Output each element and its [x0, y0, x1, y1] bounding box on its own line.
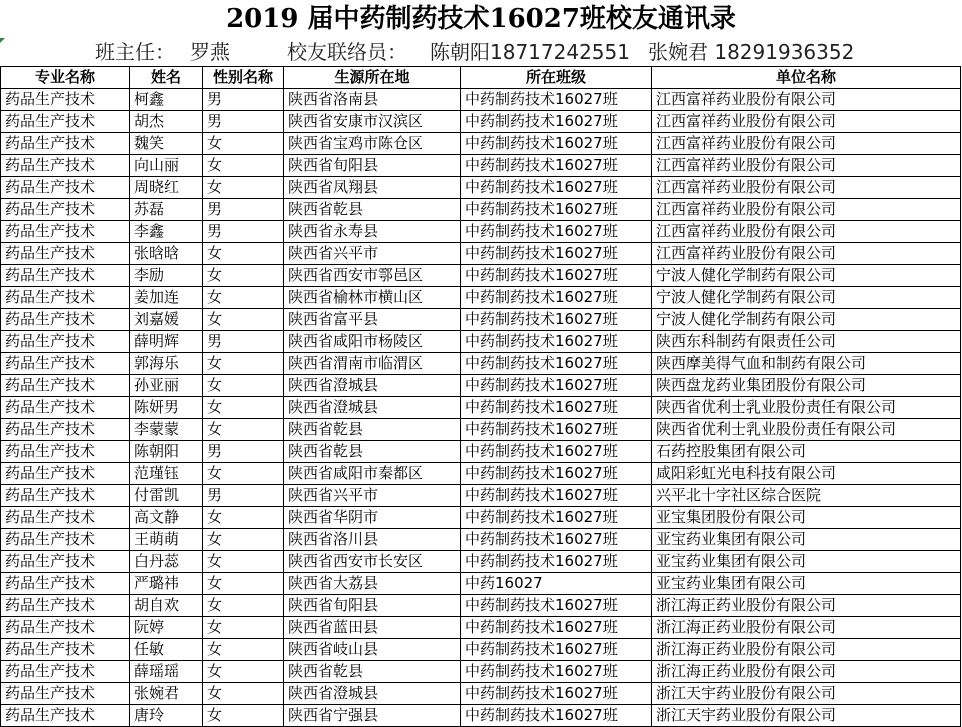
table-row — [1, 441, 961, 463]
cell-class[interactable]: 中药16027 — [461, 573, 652, 595]
cell-employer[interactable]: 浙江海正药业股份有限公司 — [652, 661, 961, 683]
cell-major[interactable]: 药品生产技术 — [1, 683, 130, 705]
cell-name[interactable]: 任敏 — [130, 639, 203, 661]
table-row — [1, 353, 961, 375]
cell-origin[interactable]: 陕西省澄城县 — [284, 683, 461, 705]
cell-employer[interactable]: 浙江海正药业股份有限公司 — [652, 639, 961, 661]
cell-class[interactable]: 中药制药技术16027班 — [461, 441, 652, 463]
table-row — [1, 507, 961, 529]
table-row — [1, 639, 961, 661]
cell-name[interactable]: 李励 — [130, 265, 203, 287]
table-row — [1, 529, 961, 551]
cell-gender[interactable]: 男 — [203, 485, 284, 507]
cell-major[interactable]: 药品生产技术 — [1, 661, 130, 683]
cell-origin[interactable]: 陕西省乾县 — [284, 199, 461, 221]
cell-major[interactable]: 药品生产技术 — [1, 441, 130, 463]
head-teacher-name: 罗燕 — [190, 40, 230, 64]
alumni-table — [0, 66, 961, 727]
cell-origin[interactable]: 陕西省乾县 — [284, 661, 461, 683]
cell-class[interactable]: 中药制药技术16027班 — [461, 463, 652, 485]
table-row — [1, 111, 961, 133]
cell-major[interactable]: 药品生产技术 — [1, 419, 130, 441]
cell-employer[interactable]: 宁波人健化学制药有限公司 — [652, 265, 961, 287]
cell-name[interactable]: 张婉君 — [130, 683, 203, 705]
cell-gender[interactable]: 女 — [203, 243, 284, 265]
table-row — [1, 199, 961, 221]
cell-class[interactable]: 中药制药技术16027班 — [461, 265, 652, 287]
cell-class[interactable]: 中药制药技术16027班 — [461, 287, 652, 309]
cell-employer[interactable]: 亚宝药业集团有限公司 — [652, 529, 961, 551]
cell-origin[interactable]: 陕西省咸阳市秦都区 — [284, 463, 461, 485]
cell-class[interactable]: 中药制药技术16027班 — [461, 485, 652, 507]
cell-employer[interactable]: 江西富祥药业股份有限公司 — [652, 221, 961, 243]
cell-employer[interactable]: 江西富祥药业股份有限公司 — [652, 199, 961, 221]
cell-gender[interactable]: 女 — [203, 463, 284, 485]
cell-origin[interactable]: 陕西省咸阳市杨陵区 — [284, 331, 461, 353]
cell-gender[interactable]: 女 — [203, 419, 284, 441]
cell-employer[interactable]: 咸阳彩虹光电科技有限公司 — [652, 463, 961, 485]
cell-gender[interactable]: 女 — [203, 155, 284, 177]
cell-employer[interactable]: 亚宝集团股份有限公司 — [652, 507, 961, 529]
table-row — [1, 155, 961, 177]
cell-name[interactable]: 陈朝阳 — [130, 441, 203, 463]
cell-origin[interactable]: 陕西省渭南市临渭区 — [284, 353, 461, 375]
cell-origin[interactable]: 陕西省澄城县 — [284, 397, 461, 419]
cell-gender[interactable]: 女 — [203, 265, 284, 287]
cell-employer[interactable]: 亚宝药业集团有限公司 — [652, 551, 961, 573]
cell-gender[interactable]: 女 — [203, 177, 284, 199]
cell-gender[interactable]: 男 — [203, 111, 284, 133]
column-header-employer[interactable]: 单位名称 — [652, 67, 961, 89]
cell-origin[interactable]: 陕西省旬阳县 — [284, 155, 461, 177]
column-header-major[interactable]: 专业名称 — [1, 67, 130, 89]
cell-origin[interactable]: 陕西省富平县 — [284, 309, 461, 331]
cell-gender[interactable]: 女 — [203, 375, 284, 397]
cell-major[interactable]: 药品生产技术 — [1, 133, 130, 155]
cell-major[interactable]: 药品生产技术 — [1, 287, 130, 309]
cell-class[interactable]: 中药制药技术16027班 — [461, 133, 652, 155]
liaison-2: 张婉君 18291936352 — [648, 40, 855, 64]
cell-origin[interactable]: 陕西省旬阳县 — [284, 595, 461, 617]
cell-origin[interactable]: 陕西省宁强县 — [284, 705, 461, 727]
table-body — [1, 89, 961, 727]
cell-name[interactable]: 阮婷 — [130, 617, 203, 639]
cell-name[interactable]: 魏笑 — [130, 133, 203, 155]
cell-name[interactable]: 陈妍男 — [130, 397, 203, 419]
head-teacher-label: 班主任： — [95, 40, 175, 64]
cell-origin[interactable]: 陕西省西安市长安区 — [284, 551, 461, 573]
cell-origin[interactable]: 陕西省华阴市 — [284, 507, 461, 529]
cell-name[interactable]: 唐玲 — [130, 705, 203, 727]
cell-major[interactable]: 药品生产技术 — [1, 199, 130, 221]
cell-gender[interactable]: 女 — [203, 683, 284, 705]
table-row — [1, 705, 961, 727]
cell-major[interactable]: 药品生产技术 — [1, 595, 130, 617]
cell-origin[interactable]: 陕西省兴平市 — [284, 485, 461, 507]
cell-gender[interactable]: 女 — [203, 661, 284, 683]
cell-class[interactable]: 中药制药技术16027班 — [461, 529, 652, 551]
cell-class[interactable]: 中药制药技术16027班 — [461, 331, 652, 353]
cell-name[interactable]: 郭海乐 — [130, 353, 203, 375]
cell-class[interactable]: 中药制药技术16027班 — [461, 617, 652, 639]
cell-name[interactable]: 苏磊 — [130, 199, 203, 221]
cell-name[interactable]: 刘嘉媛 — [130, 309, 203, 331]
cell-employer[interactable]: 浙江海正药业股份有限公司 — [652, 595, 961, 617]
cell-name[interactable]: 柯鑫 — [130, 89, 203, 111]
cell-origin[interactable]: 陕西省安康市汉滨区 — [284, 111, 461, 133]
column-header-class[interactable]: 所在班级 — [461, 67, 652, 89]
cell-class[interactable]: 中药制药技术16027班 — [461, 419, 652, 441]
cell-class[interactable]: 中药制药技术16027班 — [461, 661, 652, 683]
cell-name[interactable]: 胡杰 — [130, 111, 203, 133]
column-header-name[interactable]: 姓名 — [130, 67, 203, 89]
cell-employer[interactable]: 浙江天宇药业股份有限公司 — [652, 683, 961, 705]
cell-class[interactable]: 中药制药技术16027班 — [461, 639, 652, 661]
cell-class[interactable]: 中药制药技术16027班 — [461, 507, 652, 529]
cell-gender[interactable]: 女 — [203, 309, 284, 331]
table-row — [1, 683, 961, 705]
cell-employer[interactable]: 江西富祥药业股份有限公司 — [652, 243, 961, 265]
table-row — [1, 397, 961, 419]
cell-major[interactable]: 药品生产技术 — [1, 397, 130, 419]
cell-major[interactable]: 药品生产技术 — [1, 573, 130, 595]
cell-class[interactable]: 中药制药技术16027班 — [461, 243, 652, 265]
table-row — [1, 463, 961, 485]
cell-major[interactable]: 药品生产技术 — [1, 221, 130, 243]
cell-major[interactable]: 药品生产技术 — [1, 617, 130, 639]
cell-major[interactable]: 药品生产技术 — [1, 639, 130, 661]
cell-origin[interactable]: 陕西省洛南县 — [284, 89, 461, 111]
table-row — [1, 661, 961, 683]
cell-major[interactable]: 药品生产技术 — [1, 331, 130, 353]
cell-gender[interactable]: 女 — [203, 133, 284, 155]
cell-name[interactable]: 李蒙蒙 — [130, 419, 203, 441]
cell-class[interactable]: 中药制药技术16027班 — [461, 353, 652, 375]
cell-employer[interactable]: 江西富祥药业股份有限公司 — [652, 155, 961, 177]
cell-origin[interactable]: 陕西省榆林市横山区 — [284, 287, 461, 309]
table-row — [1, 485, 961, 507]
cell-employer[interactable]: 陕西盘龙药业集团股份有限公司 — [652, 375, 961, 397]
contact-line — [0, 38, 962, 66]
table-row — [1, 265, 961, 287]
cell-class[interactable]: 中药制药技术16027班 — [461, 683, 652, 705]
cell-employer[interactable]: 江西富祥药业股份有限公司 — [652, 111, 961, 133]
cell-employer[interactable]: 亚宝药业集团有限公司 — [652, 573, 961, 595]
cell-employer[interactable]: 陕西东科制药有限责任公司 — [652, 331, 961, 353]
cell-major[interactable]: 药品生产技术 — [1, 243, 130, 265]
cell-origin[interactable]: 陕西省乾县 — [284, 441, 461, 463]
column-header-origin[interactable]: 生源所在地 — [284, 67, 461, 89]
cell-employer[interactable]: 宁波人健化学制药有限公司 — [652, 309, 961, 331]
cell-employer[interactable]: 江西富祥药业股份有限公司 — [652, 89, 961, 111]
liaison-1: 陈朝阳18717242551 — [430, 40, 630, 64]
cell-origin[interactable]: 陕西省蓝田县 — [284, 617, 461, 639]
cell-name[interactable]: 周晓红 — [130, 177, 203, 199]
cell-major[interactable]: 药品生产技术 — [1, 375, 130, 397]
cell-employer[interactable]: 陕西省优利士乳业股份责任有限公司 — [652, 397, 961, 419]
cell-origin[interactable]: 陕西省岐山县 — [284, 639, 461, 661]
cell-gender[interactable]: 男 — [203, 89, 284, 111]
cell-employer[interactable]: 石药控股集团有限公司 — [652, 441, 961, 463]
cell-gender[interactable]: 女 — [203, 639, 284, 661]
table-row — [1, 331, 961, 353]
cell-major[interactable]: 药品生产技术 — [1, 89, 130, 111]
cell-gender[interactable]: 女 — [203, 397, 284, 419]
cell-origin[interactable]: 陕西省大荔县 — [284, 573, 461, 595]
cell-name[interactable]: 王萌萌 — [130, 529, 203, 551]
cell-gender[interactable]: 女 — [203, 595, 284, 617]
cell-major[interactable]: 药品生产技术 — [1, 529, 130, 551]
cell-gender[interactable]: 女 — [203, 617, 284, 639]
cell-major[interactable]: 药品生产技术 — [1, 463, 130, 485]
cell-origin[interactable]: 陕西省宝鸡市陈仓区 — [284, 133, 461, 155]
cell-gender[interactable]: 男 — [203, 441, 284, 463]
table-row — [1, 221, 961, 243]
table-row — [1, 419, 961, 441]
cell-major[interactable]: 药品生产技术 — [1, 155, 130, 177]
cell-class[interactable]: 中药制药技术16027班 — [461, 221, 652, 243]
cell-major[interactable]: 药品生产技术 — [1, 705, 130, 727]
cell-major[interactable]: 药品生产技术 — [1, 485, 130, 507]
table-row — [1, 89, 961, 111]
cell-employer[interactable]: 江西富祥药业股份有限公司 — [652, 177, 961, 199]
table-row — [1, 133, 961, 155]
table-row — [1, 287, 961, 309]
cell-name[interactable]: 孙亚丽 — [130, 375, 203, 397]
page-title: 2019 届中药制药技术16027班校友通讯录 — [226, 4, 736, 34]
cell-name[interactable]: 薛瑶瑶 — [130, 661, 203, 683]
cell-major[interactable]: 药品生产技术 — [1, 507, 130, 529]
cell-name[interactable]: 姜加连 — [130, 287, 203, 309]
cell-gender[interactable]: 女 — [203, 705, 284, 727]
table-row — [1, 573, 961, 595]
cell-major[interactable]: 药品生产技术 — [1, 111, 130, 133]
cell-origin[interactable]: 陕西省洛川县 — [284, 529, 461, 551]
cell-major[interactable]: 药品生产技术 — [1, 353, 130, 375]
cell-employer[interactable]: 陕西省优利士乳业股份责任有限公司 — [652, 419, 961, 441]
cell-gender[interactable]: 男 — [203, 221, 284, 243]
cell-class[interactable]: 中药制药技术16027班 — [461, 705, 652, 727]
cell-gender[interactable]: 女 — [203, 529, 284, 551]
cell-name[interactable]: 向山丽 — [130, 155, 203, 177]
table-row — [1, 309, 961, 331]
cell-class[interactable]: 中药制药技术16027班 — [461, 155, 652, 177]
cell-origin[interactable]: 陕西省永寿县 — [284, 221, 461, 243]
table-header-row — [1, 67, 961, 89]
cell-gender[interactable]: 女 — [203, 287, 284, 309]
cell-name[interactable]: 白丹蕊 — [130, 551, 203, 573]
cell-name[interactable]: 张晗晗 — [130, 243, 203, 265]
cell-name[interactable]: 李鑫 — [130, 221, 203, 243]
cell-employer[interactable]: 宁波人健化学制药有限公司 — [652, 287, 961, 309]
cell-gender[interactable]: 女 — [203, 507, 284, 529]
cell-gender[interactable]: 女 — [203, 551, 284, 573]
cell-class[interactable]: 中药制药技术16027班 — [461, 551, 652, 573]
cell-name[interactable]: 付雷凯 — [130, 485, 203, 507]
table-row — [1, 177, 961, 199]
table-row — [1, 375, 961, 397]
cell-origin[interactable]: 陕西省西安市鄠邑区 — [284, 265, 461, 287]
column-header-gender[interactable]: 性别名称 — [203, 67, 284, 89]
table-row — [1, 551, 961, 573]
cell-name[interactable]: 范瑾钰 — [130, 463, 203, 485]
liaison-label: 校友联络员： — [287, 40, 407, 64]
cell-origin[interactable]: 陕西省兴平市 — [284, 243, 461, 265]
cell-origin[interactable]: 陕西省澄城县 — [284, 375, 461, 397]
cell-origin[interactable]: 陕西省凤翔县 — [284, 177, 461, 199]
table-row — [1, 617, 961, 639]
table-row — [1, 595, 961, 617]
cell-class[interactable]: 中药制药技术16027班 — [461, 89, 652, 111]
cell-major[interactable]: 药品生产技术 — [1, 177, 130, 199]
cell-gender[interactable]: 女 — [203, 353, 284, 375]
cell-name[interactable]: 高文静 — [130, 507, 203, 529]
cell-employer[interactable]: 浙江海正药业股份有限公司 — [652, 617, 961, 639]
cell-employer[interactable]: 兴平北十字社区综合医院 — [652, 485, 961, 507]
cell-class[interactable]: 中药制药技术16027班 — [461, 309, 652, 331]
cell-gender[interactable]: 男 — [203, 331, 284, 353]
cell-class[interactable]: 中药制药技术16027班 — [461, 595, 652, 617]
cell-gender[interactable]: 女 — [203, 573, 284, 595]
cell-employer[interactable]: 陕西摩美得气血和制药有限公司 — [652, 353, 961, 375]
cell-employer[interactable]: 江西富祥药业股份有限公司 — [652, 133, 961, 155]
cell-class[interactable]: 中药制药技术16027班 — [461, 397, 652, 419]
cell-name[interactable]: 薛明辉 — [130, 331, 203, 353]
cell-name[interactable]: 胡自欢 — [130, 595, 203, 617]
cell-name[interactable]: 严璐祎 — [130, 573, 203, 595]
cell-origin[interactable]: 陕西省乾县 — [284, 419, 461, 441]
cell-class[interactable]: 中药制药技术16027班 — [461, 111, 652, 133]
cell-major[interactable]: 药品生产技术 — [1, 309, 130, 331]
cell-major[interactable]: 药品生产技术 — [1, 265, 130, 287]
cell-major[interactable]: 药品生产技术 — [1, 551, 130, 573]
cell-class[interactable]: 中药制药技术16027班 — [461, 177, 652, 199]
cell-employer[interactable]: 浙江天宇药业股份有限公司 — [652, 705, 961, 727]
cell-class[interactable]: 中药制药技术16027班 — [461, 375, 652, 397]
cell-gender[interactable]: 男 — [203, 199, 284, 221]
cell-class[interactable]: 中药制药技术16027班 — [461, 199, 652, 221]
table-row — [1, 243, 961, 265]
